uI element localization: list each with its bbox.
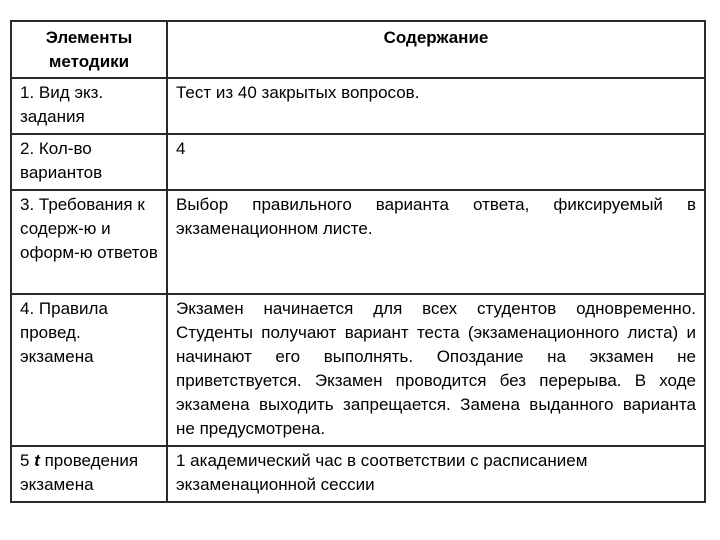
row-label: 3. Требования к содерж-ю и оформ-ю ответов (11, 190, 167, 294)
header-elements-line2: методики (48, 52, 130, 71)
table-row (11, 78, 705, 134)
row-label: 2. Кол-во вариантов (11, 134, 167, 190)
table-row (11, 446, 705, 502)
table-row (11, 134, 705, 190)
row-label-prefix: 5 (20, 451, 35, 470)
table-row (11, 190, 705, 294)
row-content: Выбор правильного варианта ответа, фиксируемый в экзаменационном листе. (167, 190, 705, 294)
row-label: 4. Правила провед. экзамена (11, 294, 167, 446)
row-content: Тест из 40 закрытых вопросов. (167, 78, 705, 134)
table-header-row (11, 21, 705, 78)
row-label-italic: t (34, 451, 40, 470)
header-elements (11, 21, 167, 78)
header-elements-line1: Элементы (45, 28, 133, 47)
table-row (11, 294, 705, 446)
row-content: 1 академический час в соответствии с расписанием экзаменационной сессии (167, 446, 705, 502)
row-content: Экзамен начинается для всех студентов одновременно. Студенты получают вариант теста (экзаменационного листа) и начинают его выполнять. Опоздание на экзамен не приветствуется. Экзамен проводится без перерыва. В ходе экзамена выходить запрещается. Замена выданного варианта не предусмотрена. (167, 294, 705, 446)
row-label (11, 446, 167, 502)
row-content: 4 (167, 134, 705, 190)
header-content: Содержание (167, 21, 705, 78)
row-label-suffix: проведения экзамена (20, 451, 139, 494)
row-label: 1. Вид экз. задания (11, 78, 167, 134)
exam-methodology-table (10, 20, 706, 503)
